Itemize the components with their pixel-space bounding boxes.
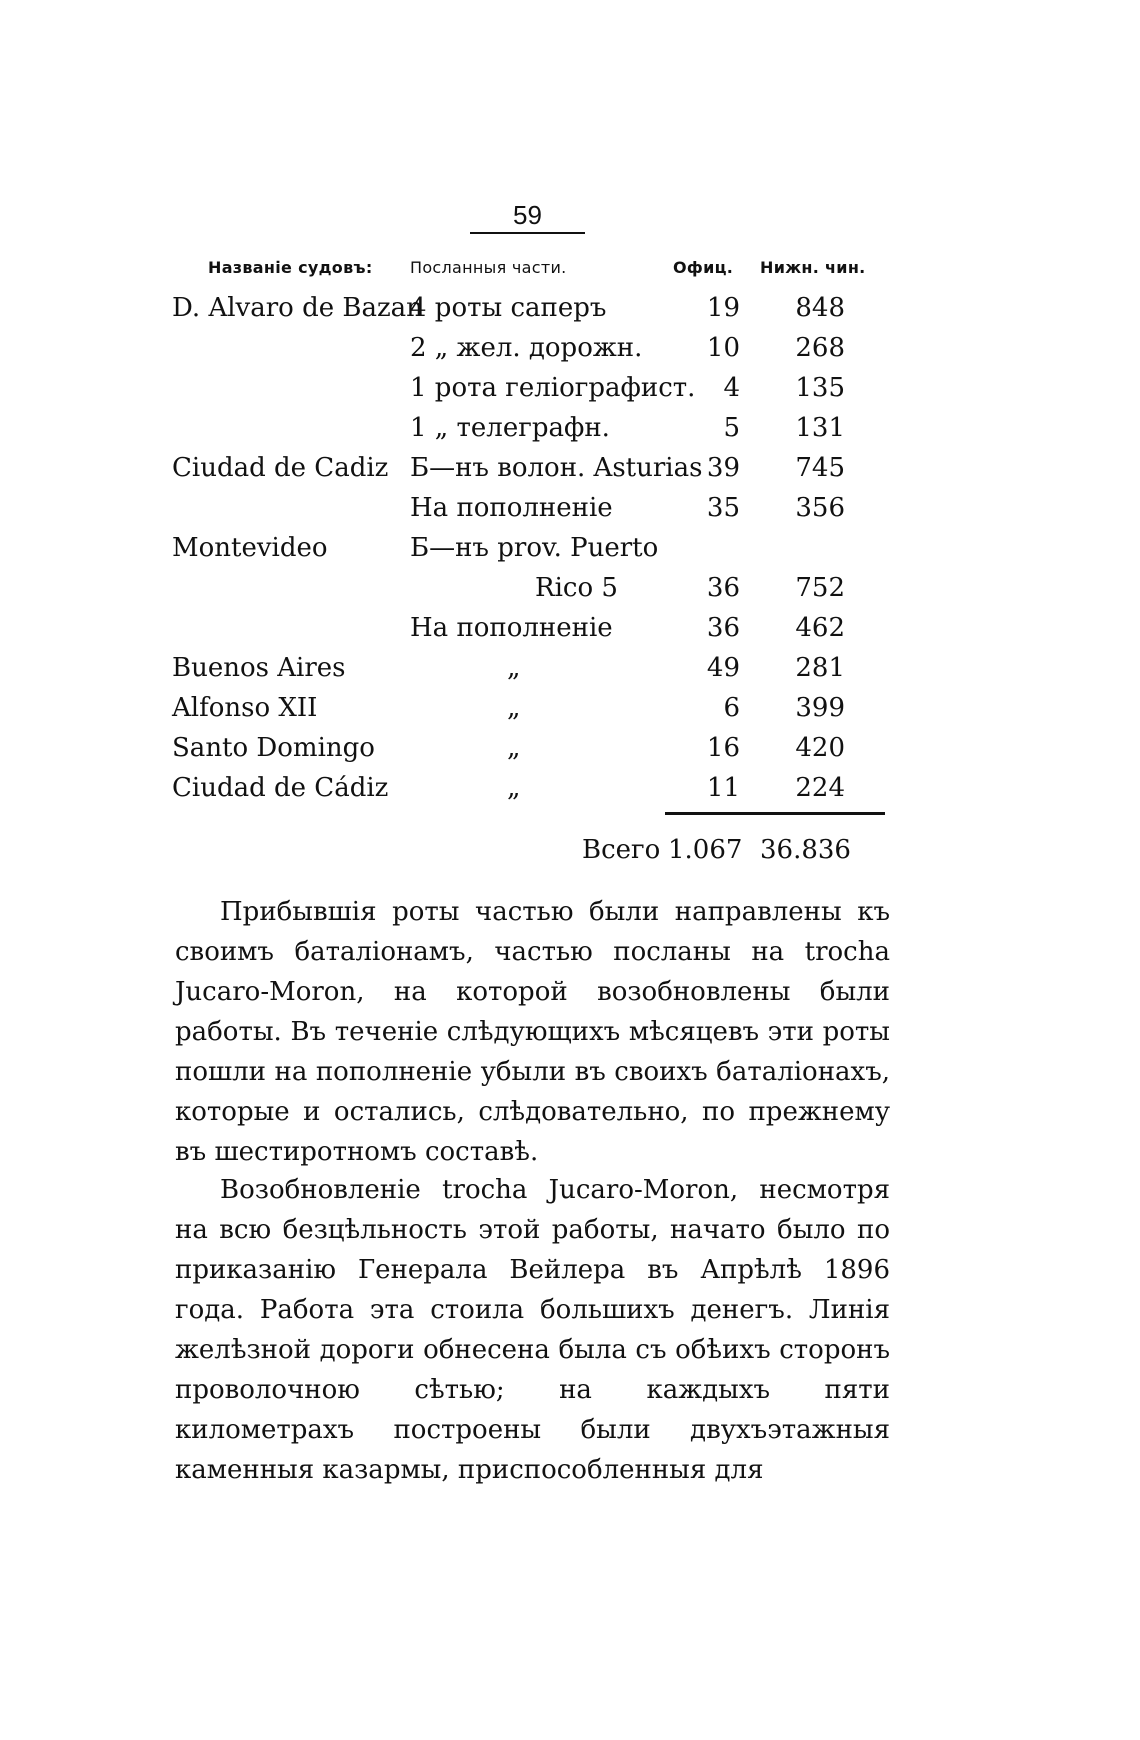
officers-cell: 5: [723, 413, 740, 443]
table-row: [0, 288, 1140, 328]
parts-cell: 2 „ жел. дорожн.: [410, 333, 643, 363]
table-row: [0, 728, 1140, 768]
parts-cell: 4 роты саперъ: [410, 293, 607, 323]
table-row: [0, 408, 1140, 448]
men-cell: 462: [795, 613, 845, 643]
ship-name-cell: D. Alvaro de Bazan: [172, 293, 423, 323]
officers-cell: 39: [706, 453, 740, 483]
table-row: [0, 768, 1140, 808]
men-cell: 131: [795, 413, 845, 443]
men-cell: 135: [795, 373, 845, 403]
total-men: 36.836: [760, 835, 851, 865]
officers-cell: 36: [706, 613, 740, 643]
ship-name-cell: Buenos Aires: [172, 653, 346, 683]
officers-cell: 16: [706, 733, 740, 763]
header-ship-name: Названіе судовъ:: [208, 258, 373, 277]
ship-name-cell: Ciudad de Cádiz: [172, 773, 389, 803]
officers-cell: 6: [723, 693, 740, 723]
officers-cell: 36: [706, 573, 740, 603]
paragraph-1: Прибывшія роты частью были направлены къ своимъ баталіонамъ, частью посланы на trocha Jucaro-Moron, на которой возобновлены были работы. Въ теченіе слѣдующихъ мѣсяцевъ эти роты пошли на пополненіе убыли въ своихъ баталіонахъ, которые и остались, слѣдовательно, по прежнему въ шестиротномъ составѣ.: [175, 897, 890, 1167]
ship-name-cell: Alfonso XII: [172, 693, 318, 723]
parts-cell: Б—нъ prov. Puerto: [410, 533, 659, 563]
parts-cell: На пополненіе: [410, 613, 613, 643]
table-row: [0, 448, 1140, 488]
parts-cell: Б—нъ волон. Asturias: [410, 453, 703, 483]
total-divider: [665, 812, 885, 815]
parts-cell: Rico 5: [535, 573, 618, 603]
men-cell: 356: [795, 493, 845, 523]
table-row: [0, 688, 1140, 728]
men-cell: 848: [795, 293, 845, 323]
parts-cell: На пополненіе: [410, 493, 613, 523]
parts-cell: 1 рота геліографист.: [410, 373, 696, 403]
header-lower-ranks: Нижн. чин.: [760, 258, 866, 277]
ship-name-cell: Montevideo: [172, 533, 328, 563]
officers-cell: 49: [706, 653, 740, 683]
parts-cell: 1 „ телеграфн.: [410, 413, 610, 443]
header-officers: Офиц.: [673, 258, 734, 277]
table-row: [0, 528, 1140, 568]
ship-name-cell: Santo Domingo: [172, 733, 375, 763]
men-cell: 745: [795, 453, 845, 483]
officers-cell: 10: [706, 333, 740, 363]
table-row: [0, 368, 1140, 408]
paragraph-2: Возобновленіе trocha Jucaro-Moron, несмотря на всю безцѣльность этой работы, начато было по приказанію Генерала Вейлера въ Апрѣлѣ 1896 года. Работа эта стоила большихъ денегъ. Линія желѣзной дороги обнесена была съ обѣихъ сторонъ проволочною сѣтью; на каждыхъ пяти километрахъ построены были двухъэтажныя каменныя казармы, приспособленныя для: [175, 1175, 890, 1485]
officers-cell: 4: [723, 373, 740, 403]
total-label: Всего: [582, 835, 661, 865]
table-row: [0, 488, 1140, 528]
table-row: [0, 608, 1140, 648]
parts-cell: „: [507, 653, 521, 683]
men-cell: 281: [795, 653, 845, 683]
parts-cell: „: [507, 773, 521, 803]
total-officers: 1.067: [668, 835, 743, 865]
table-row: [0, 568, 1140, 608]
header-parts-sent: Посланныя части.: [410, 258, 567, 277]
men-cell: 224: [795, 773, 845, 803]
total-row: [0, 830, 1140, 870]
page-number: 59: [470, 200, 585, 234]
parts-cell: „: [507, 733, 521, 763]
officers-cell: 35: [706, 493, 740, 523]
parts-cell: „: [507, 693, 521, 723]
men-cell: 752: [795, 573, 845, 603]
men-cell: 268: [795, 333, 845, 363]
officers-cell: 11: [706, 773, 740, 803]
men-cell: 399: [795, 693, 845, 723]
table-row: [0, 648, 1140, 688]
ship-name-cell: Ciudad de Cadiz: [172, 453, 389, 483]
men-cell: 420: [795, 733, 845, 763]
table-row: [0, 328, 1140, 368]
officers-cell: 19: [706, 293, 740, 323]
